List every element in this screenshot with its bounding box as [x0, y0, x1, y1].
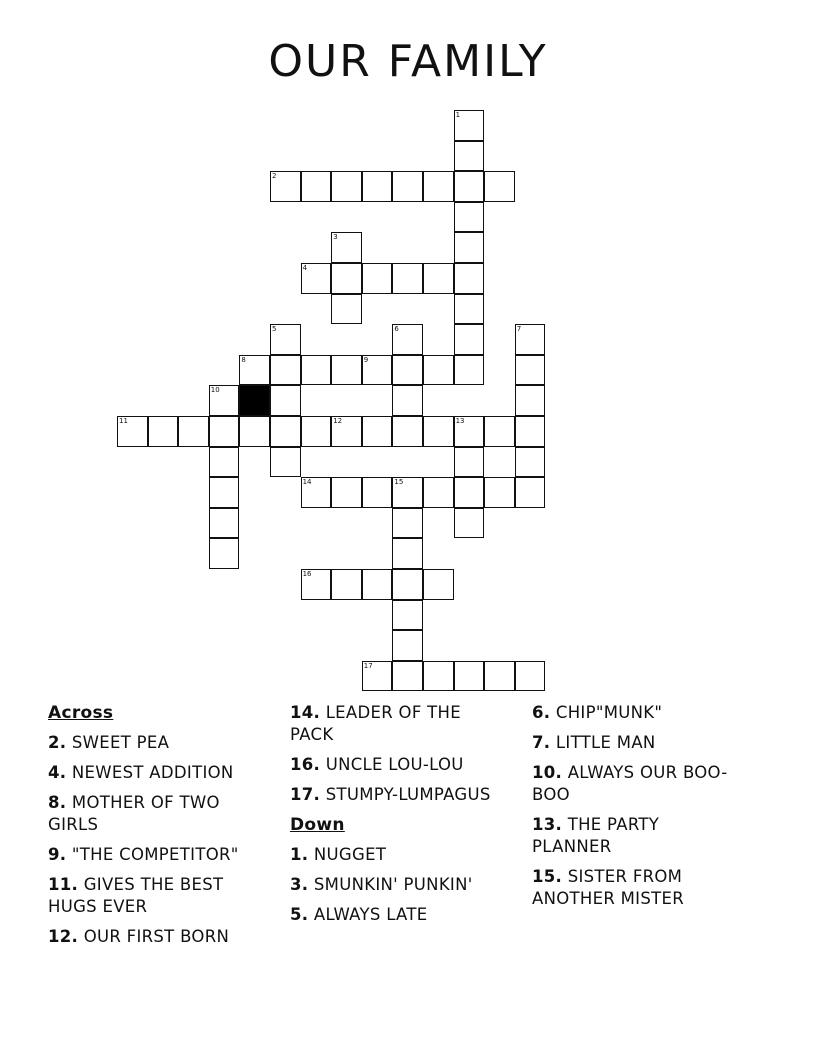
crossword-cell[interactable]	[209, 477, 240, 508]
crossword-cell[interactable]	[515, 477, 546, 508]
clue-down-10: 10. ALWAYS OUR BOO-BOO	[532, 763, 728, 804]
crossword-cell[interactable]	[454, 355, 485, 386]
crossword-cell[interactable]	[454, 263, 485, 294]
crossword-cell[interactable]	[454, 324, 485, 355]
crossword-cell[interactable]	[270, 171, 301, 202]
crossword-cell[interactable]	[454, 661, 485, 692]
black-square	[239, 385, 270, 416]
crossword-cell[interactable]	[301, 263, 332, 294]
clues-column-2	[290, 702, 505, 934]
cell-number: 6	[394, 325, 399, 334]
crossword-cell[interactable]	[392, 171, 423, 202]
crossword-cell[interactable]	[209, 447, 240, 478]
crossword-cell[interactable]	[392, 416, 423, 447]
crossword-cell[interactable]	[362, 263, 393, 294]
crossword-cell[interactable]	[392, 538, 423, 569]
cell-number: 12	[333, 417, 343, 425]
crossword-cell[interactable]	[178, 416, 209, 447]
crossword-cell[interactable]	[362, 569, 393, 600]
crossword-cell[interactable]	[454, 447, 485, 478]
crossword-cell[interactable]	[392, 324, 423, 355]
crossword-cell[interactable]	[362, 477, 393, 508]
cell-number: 4	[302, 264, 308, 272]
crossword-cell[interactable]	[423, 355, 454, 386]
crossword-cell[interactable]	[270, 355, 301, 386]
clue-across-8: 8. MOTHER OF TWO GIRLS	[48, 793, 220, 834]
crossword-cell[interactable]	[270, 385, 301, 416]
crossword-cell[interactable]	[392, 355, 423, 386]
clue-across-17: 17. STUMPY-LUMPAGUS	[290, 785, 491, 804]
crossword-cell[interactable]	[270, 324, 301, 355]
crossword-cell[interactable]	[362, 171, 393, 202]
crossword-cell[interactable]	[270, 447, 301, 478]
crossword-cell[interactable]	[209, 416, 240, 447]
crossword-cell[interactable]	[331, 569, 362, 600]
crossword-cell[interactable]	[484, 171, 515, 202]
crossword-cell[interactable]	[209, 508, 240, 539]
clue-across-16: 16. UNCLE LOU-LOU	[290, 755, 464, 774]
crossword-cell[interactable]	[515, 447, 546, 478]
crossword-cell[interactable]	[331, 263, 362, 294]
crossword-cell[interactable]	[301, 477, 332, 508]
crossword-cell[interactable]	[423, 171, 454, 202]
crossword-cell[interactable]	[484, 477, 515, 508]
crossword-cell[interactable]	[454, 202, 485, 233]
cell-number: 7	[516, 325, 522, 334]
crossword-cell[interactable]	[331, 294, 362, 325]
crossword-cell[interactable]	[423, 263, 454, 294]
crossword-cell[interactable]	[148, 416, 179, 447]
clue-across-2: 2. SWEET PEA	[48, 733, 170, 752]
cell-number: 10	[210, 386, 220, 395]
crossword-cell[interactable]	[362, 661, 393, 692]
crossword-cell[interactable]	[239, 355, 270, 386]
clue-across-4: 4. NEWEST ADDITION	[48, 763, 234, 782]
cell-number: 13	[455, 417, 465, 425]
cell-number: 5	[272, 325, 277, 334]
crossword-cell[interactable]	[392, 661, 423, 692]
crossword-cell[interactable]	[454, 141, 485, 172]
crossword-cell[interactable]	[515, 661, 546, 692]
clue-down-5: 5. ALWAYS LATE	[290, 905, 428, 924]
crossword-cell[interactable]	[423, 477, 454, 508]
cell-number: 1	[455, 111, 461, 119]
clue-down-1: 1. NUGGET	[290, 845, 387, 864]
crossword-cell[interactable]	[484, 661, 515, 692]
clue-across-14: 14. LEADER OF THE PACK	[290, 703, 461, 744]
crossword-cell[interactable]	[454, 416, 485, 447]
cell-number: 17	[363, 661, 373, 670]
crossword-cell[interactable]	[454, 171, 485, 202]
cell-number: 11	[119, 417, 128, 425]
crossword-cell[interactable]	[270, 416, 301, 447]
cell-number: 15	[394, 478, 404, 487]
crossword-cell[interactable]	[331, 171, 362, 202]
crossword-cell[interactable]	[301, 416, 332, 447]
crossword-cell[interactable]	[515, 355, 546, 386]
crossword-cell[interactable]	[515, 385, 546, 416]
crossword-cell[interactable]	[423, 416, 454, 447]
crossword-cell[interactable]	[515, 416, 546, 447]
clues-column-1	[48, 702, 263, 956]
crossword-cell[interactable]	[423, 569, 454, 600]
clue-across-11: 11. GIVES THE BEST HUGS EVER	[48, 875, 224, 916]
clue-across-12: 12. OUR FIRST BORN	[48, 927, 230, 946]
crossword-cell[interactable]	[331, 477, 362, 508]
page-title: OUR FAMILY	[268, 36, 548, 87]
crossword-cell[interactable]	[454, 508, 485, 539]
crossword-cell[interactable]	[392, 569, 423, 600]
crossword-cell[interactable]	[392, 508, 423, 539]
crossword-cell[interactable]	[362, 416, 393, 447]
crossword-cell[interactable]	[209, 538, 240, 569]
clue-across-9: 9. "THE COMPETITOR"	[48, 845, 239, 864]
crossword-cell[interactable]	[239, 416, 270, 447]
crossword-cell[interactable]	[362, 355, 393, 386]
crossword-cell[interactable]	[392, 600, 423, 631]
crossword-cell[interactable]	[301, 355, 332, 386]
crossword-cell[interactable]	[331, 355, 362, 386]
clue-down-7: 7. LITTLE MAN	[532, 733, 656, 752]
cell-number: 2	[272, 172, 277, 181]
cell-number: 16	[302, 570, 312, 578]
crossword-cell[interactable]	[484, 416, 515, 447]
crossword-cell[interactable]	[454, 232, 485, 263]
crossword-cell[interactable]	[454, 294, 485, 325]
clue-down-3: 3. SMUNKIN' PUNKIN'	[290, 875, 473, 894]
crossword-cell[interactable]	[423, 661, 454, 692]
crossword-cell[interactable]	[392, 263, 423, 294]
crossword-cell[interactable]	[331, 416, 362, 447]
crossword-cell[interactable]	[209, 385, 240, 416]
crossword-cell[interactable]	[331, 232, 362, 263]
clue-down-15: 15. SISTER FROM ANOTHER MISTER	[532, 867, 684, 908]
crossword-cell[interactable]	[301, 171, 332, 202]
clue-down-6: 6. CHIP"MUNK"	[532, 703, 663, 722]
crossword-cell[interactable]	[392, 630, 423, 661]
crossword-cell[interactable]	[301, 569, 332, 600]
down-header: Down	[290, 815, 345, 835]
crossword-cell[interactable]	[515, 324, 546, 355]
cell-number: 14	[302, 478, 312, 487]
crossword-cell[interactable]	[117, 416, 148, 447]
clue-down-13: 13. THE PARTY PLANNER	[532, 815, 660, 856]
cell-number: 3	[333, 233, 338, 242]
crossword-cell[interactable]	[454, 477, 485, 508]
across-header: Across	[48, 703, 114, 723]
crossword-cell[interactable]	[454, 110, 485, 141]
crossword-cell[interactable]	[392, 477, 423, 508]
cell-number: 9	[363, 355, 369, 364]
clues-column-3	[532, 702, 732, 918]
cell-number: 8	[241, 355, 246, 364]
crossword-cell[interactable]	[392, 385, 423, 416]
